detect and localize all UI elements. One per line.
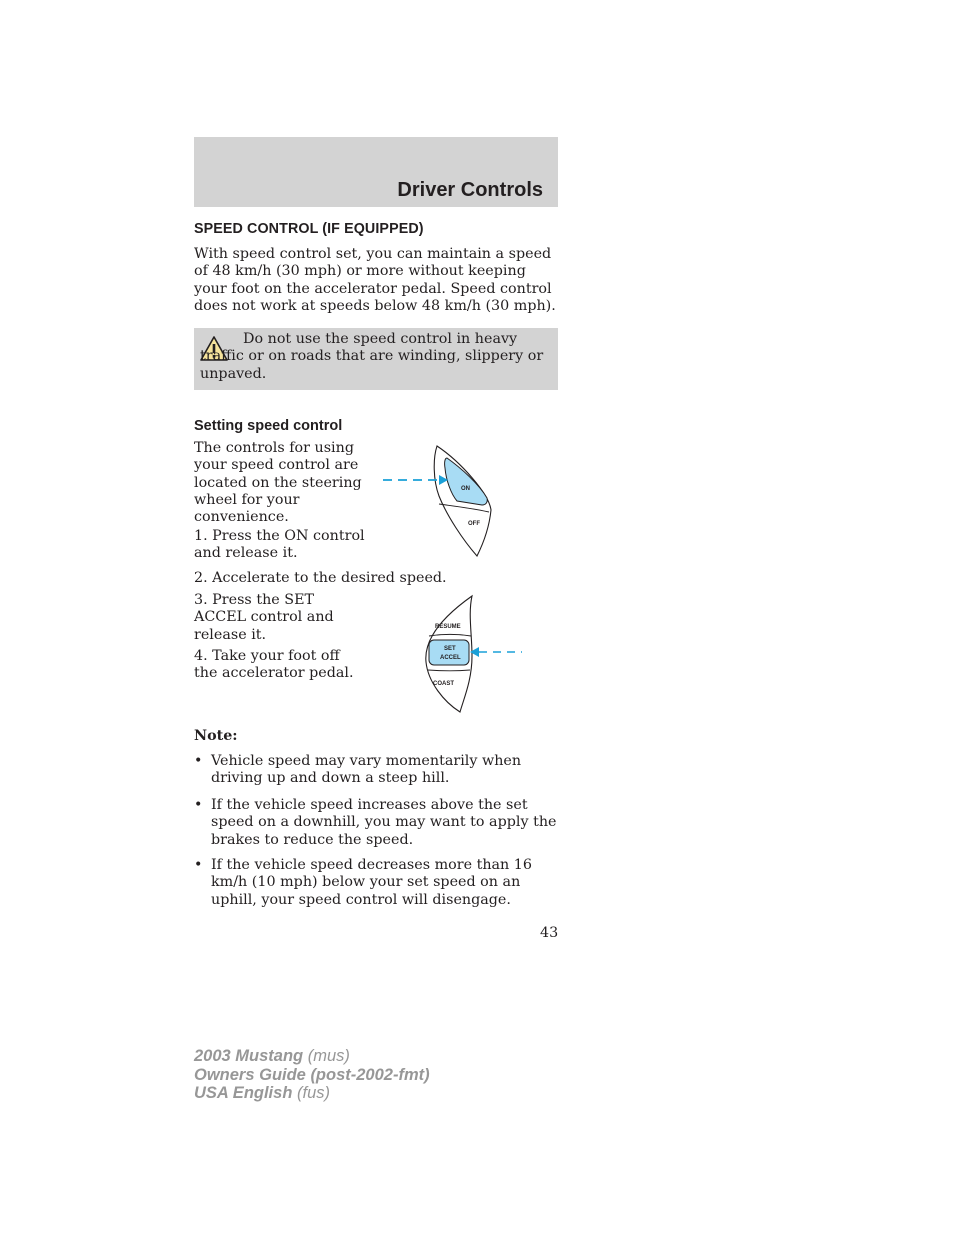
step-4: 4. Take your foot off the accelerator pedal. — [194, 648, 354, 682]
bullet-dot: • — [194, 753, 203, 769]
chapter-title: Driver Controls — [397, 179, 543, 201]
bullet-text: If the vehicle speed decreases more than 16 km/h (10 mph) below your set speed on an uphill, your speed control will disengage. — [211, 857, 532, 908]
footer-guide: Owners Guide (post-2002-fmt) — [194, 1065, 430, 1084]
coast-label: COAST — [433, 681, 454, 687]
on-off-control-diagram — [375, 438, 505, 560]
off-label: OFF — [468, 521, 480, 527]
footer-language: USA English — [194, 1084, 293, 1103]
resume-label: RESUME — [435, 624, 461, 630]
footer-line-1 — [194, 1047, 430, 1066]
header-bar — [194, 137, 558, 207]
document-footer — [194, 1047, 430, 1103]
section-title: SPEED CONTROL (IF EQUIPPED) — [194, 221, 424, 237]
step-1: 1. Press the ON control and release it. — [194, 528, 365, 562]
footer-model-code: (mus) — [303, 1047, 350, 1065]
note-bullet — [194, 797, 558, 849]
on-label: ON — [461, 486, 470, 492]
bullet-text: If the vehicle speed increases above the set speed on a downhill, you may want to apply the brakes to reduce the speed. — [211, 797, 557, 848]
bullet-text: Vehicle speed may vary momentarily when driving up and down a steep hill. — [211, 753, 522, 787]
warning-text: Do not use the speed control in heavy traffic or on roads that are winding, slippery or unpaved. — [200, 331, 544, 382]
footer-line-2 — [194, 1066, 430, 1085]
note-bullet — [194, 753, 558, 788]
set-accel-control-diagram — [410, 590, 530, 716]
warning-box — [194, 328, 558, 390]
bullet-dot: • — [194, 797, 203, 813]
step-3: 3. Press the SET ACCEL control and release it. — [194, 592, 334, 643]
footer-language-code: (fus) — [292, 1084, 330, 1103]
page-number: 43 — [540, 925, 559, 941]
note-label: Note: — [194, 728, 238, 744]
set-accel-button — [429, 640, 469, 665]
intro-paragraph: With speed control set, you can maintain a speed of 48 km/h (30 mph) or more without keeping your foot on the accelerator pedal. Speed control does not work at speeds below 48 km/h (30 mph). — [194, 246, 556, 314]
note-bullet — [194, 857, 558, 909]
accel-label: ACCEL — [440, 655, 461, 661]
set-label: SET — [444, 646, 456, 652]
footer-model: 2003 Mustang — [194, 1047, 304, 1065]
controls-paragraph: The controls for using your speed control are located on the steering wheel for your convenience. — [194, 440, 362, 526]
step-2: 2. Accelerate to the desired speed. — [194, 570, 447, 586]
footer-line-3 — [194, 1084, 430, 1103]
subsection-title: Setting speed control — [194, 418, 343, 434]
bullet-dot: • — [194, 857, 203, 873]
